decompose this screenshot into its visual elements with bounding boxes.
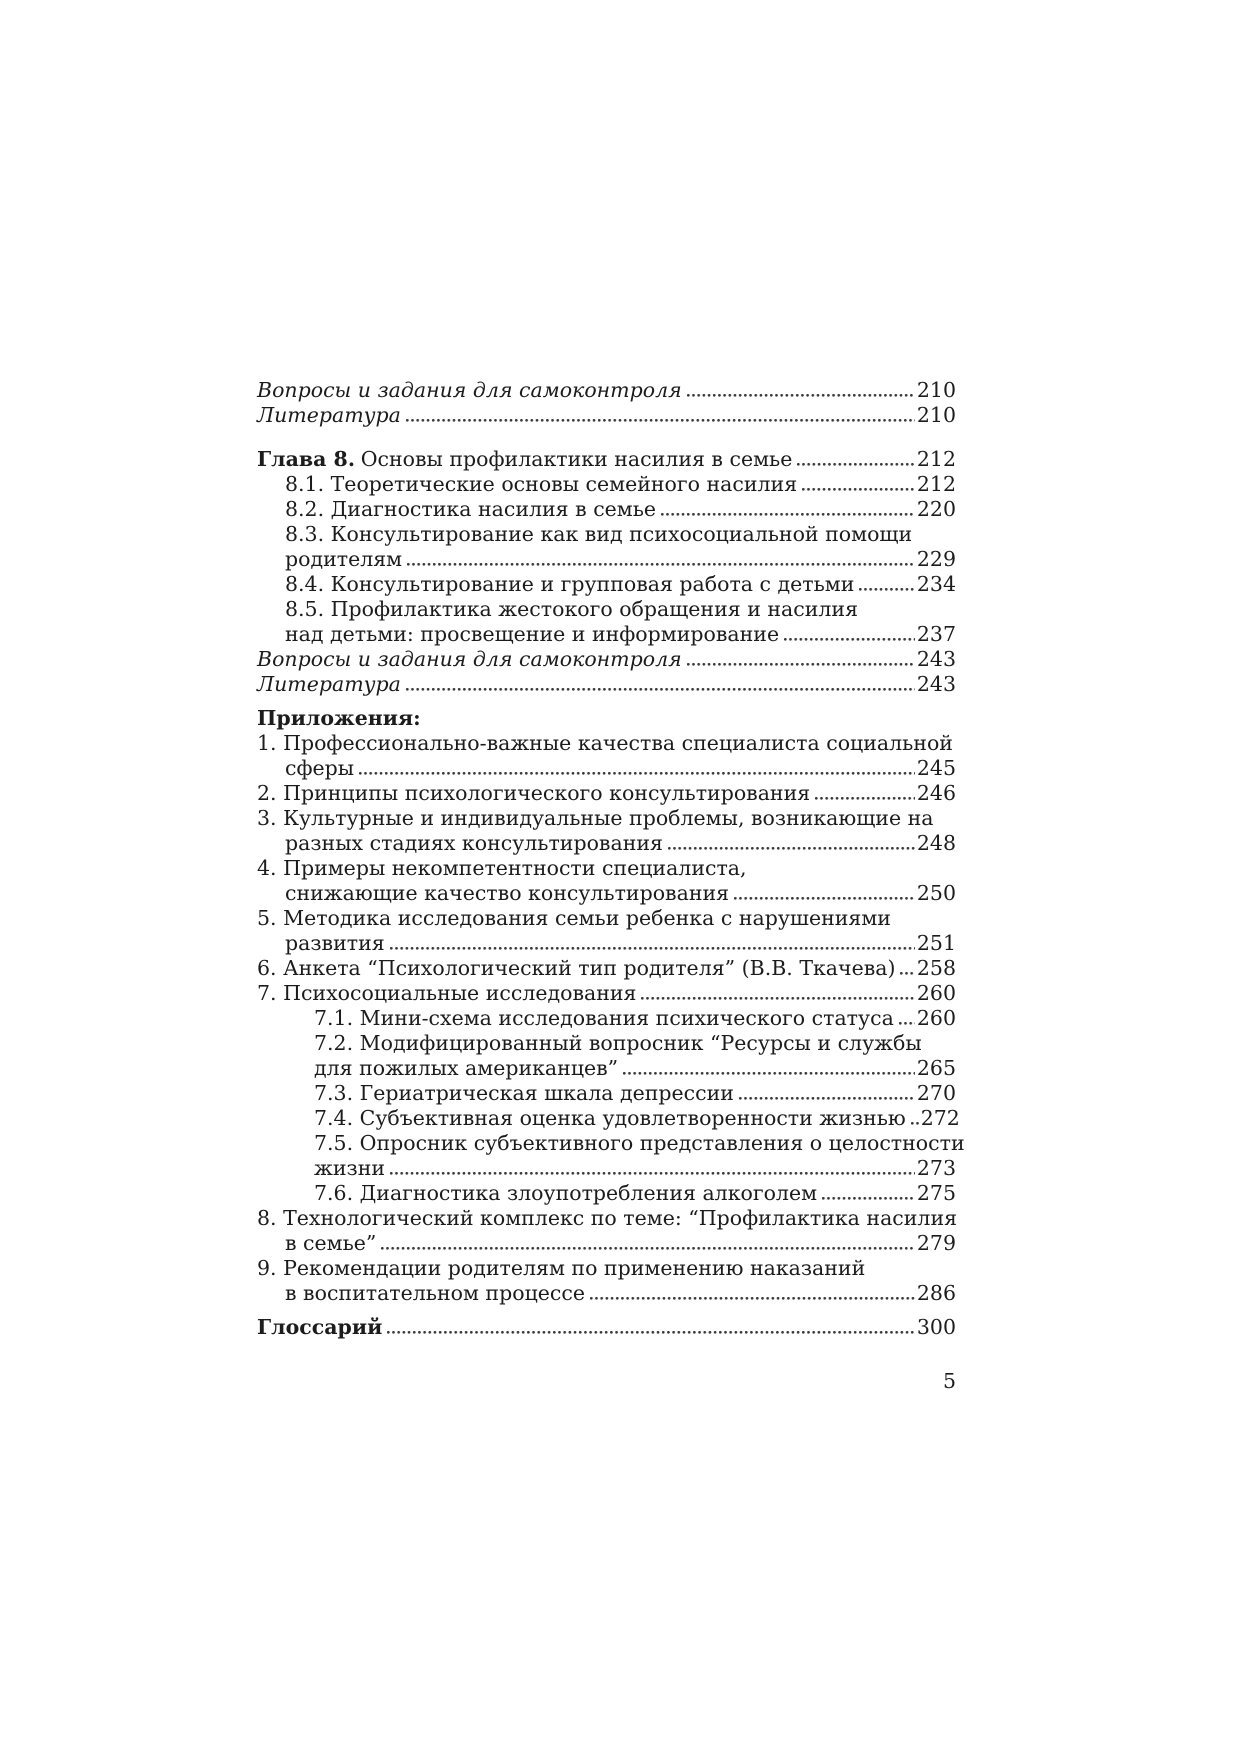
toc-entry-page: 210 — [916, 378, 956, 402]
toc-entry — [257, 1156, 956, 1181]
toc-entry-text: Основы профилактики насилия в семье — [360, 447, 793, 471]
toc-entry-text: 7.4. Субъективная оценка удовлетворенности жизнью — [314, 1106, 906, 1130]
toc-entry-page: 234 — [916, 572, 956, 596]
page-number: 5 — [942, 1369, 956, 1393]
toc-entry — [257, 547, 956, 572]
toc-entry — [257, 672, 956, 697]
toc-entry-page: 237 — [916, 622, 956, 646]
toc-entry — [257, 781, 956, 806]
toc-entry — [257, 1206, 956, 1231]
dot-leader — [381, 1231, 914, 1256]
toc-entry — [257, 378, 956, 403]
toc-entry-text: в воспитательном процессе — [285, 1281, 585, 1305]
toc-entry — [257, 647, 956, 672]
dot-leader — [387, 1315, 915, 1340]
toc-entry — [257, 831, 956, 856]
toc-entry-page: 273 — [916, 1156, 956, 1180]
dot-leader — [797, 447, 915, 472]
toc-entry-page: 260 — [916, 981, 956, 1005]
toc-entry-text: Литература — [257, 672, 401, 696]
toc-entry-text: 7.2. Модифицированный вопросник “Ресурсы и службы — [314, 1031, 922, 1055]
toc-entry — [257, 731, 956, 756]
toc-entry-text: 9. Рекомендации родителям по применению наказаний — [257, 1256, 866, 1280]
toc-entry — [257, 1315, 956, 1340]
toc-entry-text: родителям — [285, 547, 403, 571]
dot-leader — [641, 981, 914, 1006]
toc-entry — [257, 931, 956, 956]
toc-entry-text: Вопросы и задания для самоконтроля — [257, 647, 682, 671]
toc-entry-page: 246 — [916, 781, 956, 805]
toc-entry — [257, 447, 956, 472]
toc-entry-text: развития — [285, 931, 385, 955]
toc-entry — [257, 756, 956, 781]
toc-entry-page: 265 — [916, 1056, 956, 1080]
toc-entry-text: 8.3. Консультирование как вид психосоциальной помощи — [285, 522, 913, 546]
dot-leader — [739, 1081, 915, 1106]
toc-entry — [257, 1256, 956, 1281]
dot-leader — [590, 1281, 915, 1306]
toc-entry-text: жизни — [314, 1156, 386, 1180]
toc-entry-text: 6. Анкета “Психологический тип родителя” (В.В. Ткачева) — [257, 956, 896, 980]
toc-entry-title: Глава 8. — [257, 447, 355, 471]
toc-entry-text: снижающие качество консультирования — [285, 881, 730, 905]
toc-entry-text: 1. Профессионально-важные качества специалиста социальной — [257, 731, 953, 755]
toc-entry — [257, 1231, 956, 1256]
book-page — [257, 378, 965, 1394]
dot-leader — [407, 547, 915, 572]
dot-leader — [911, 1106, 919, 1131]
toc-entry-text: 8. Технологический комплекс по теме: “Профилактика насилия — [257, 1206, 958, 1230]
toc-entry-text: в семье” — [285, 1231, 377, 1255]
toc-entry-page: 212 — [916, 472, 956, 496]
toc-entry-text: 8.1. Теоретические основы семейного насилия — [285, 472, 798, 496]
toc-entry-page: 245 — [916, 756, 956, 780]
dot-leader — [668, 831, 915, 856]
toc-entry-page: 258 — [916, 956, 956, 980]
toc-entry-title: Приложения: — [257, 706, 421, 730]
dot-leader — [822, 1181, 915, 1206]
toc-entry-page: 279 — [916, 1231, 956, 1255]
dot-leader — [359, 756, 915, 781]
toc-entry-page: 260 — [916, 1006, 956, 1030]
toc-entry-text: Литература — [257, 403, 401, 427]
toc-entry — [257, 906, 956, 931]
toc-entry-page: 229 — [916, 547, 956, 571]
toc-entry — [257, 1031, 956, 1056]
dot-leader — [390, 1156, 915, 1181]
toc-entry — [257, 1056, 956, 1081]
toc-entry-page: 270 — [916, 1081, 956, 1105]
toc-entry-page: 220 — [916, 497, 956, 521]
toc-entry-text: 2. Принципы психологического консультирования — [257, 781, 811, 805]
toc-entry-text: 8.5. Профилактика жестокого обращения и насилия — [285, 597, 859, 621]
toc-entry — [257, 981, 956, 1006]
toc-entry-text: над детьми: просвещение и информирование — [285, 622, 780, 646]
toc-entry-page: 210 — [916, 403, 956, 427]
toc-entry-text: для пожилых американцев” — [314, 1056, 619, 1080]
dot-leader — [687, 647, 915, 672]
toc-entry-text: 7.6. Диагностика злоупотребления алкоголем — [314, 1181, 818, 1205]
dot-leader — [802, 472, 915, 497]
toc-entry-page: 212 — [916, 447, 956, 471]
dot-leader — [406, 403, 915, 428]
toc-entry-page: 300 — [916, 1315, 956, 1339]
dot-leader — [734, 881, 915, 906]
toc-entry — [257, 472, 956, 497]
toc-entry-page: 250 — [916, 881, 956, 905]
toc-entry-text: 7.5. Опросник субъективного представления о целостности — [314, 1131, 965, 1155]
dot-leader — [899, 1006, 915, 1031]
dot-leader — [687, 378, 915, 403]
toc-entry — [257, 497, 956, 522]
toc-entry-text: 8.2. Диагностика насилия в семье — [285, 497, 657, 521]
dot-leader — [900, 956, 914, 981]
toc-entry — [257, 1006, 956, 1031]
toc-entry — [257, 856, 956, 881]
toc-entry — [257, 622, 956, 647]
toc-entry — [257, 881, 956, 906]
toc-entry — [257, 706, 956, 731]
toc-entry-page: 286 — [916, 1281, 956, 1305]
toc-entry — [257, 597, 956, 622]
toc-entry — [257, 1181, 956, 1206]
toc-entry-title: Глоссарий — [257, 1315, 383, 1339]
toc-entry-page: 275 — [916, 1181, 956, 1205]
toc-entry-text: 7. Психосоциальные исследования — [257, 981, 637, 1005]
toc-entry — [257, 1081, 956, 1106]
toc-entry-text: 3. Культурные и индивидуальные проблемы, возникающие на — [257, 806, 934, 830]
toc-entry — [257, 1106, 960, 1131]
toc-entry-text: 5. Методика исследования семьи ребенка с нарушениями — [257, 906, 891, 930]
toc-entry — [257, 806, 956, 831]
toc-entry-text: 4. Примеры некомпетентности специалиста, — [257, 856, 747, 880]
dot-leader — [623, 1056, 915, 1081]
toc-entry-text: сферы — [285, 756, 355, 780]
toc-entry-page: 243 — [916, 647, 956, 671]
dot-leader — [390, 931, 915, 956]
dot-leader — [661, 497, 915, 522]
toc-entry-text: 7.3. Гериатрическая шкала депрессии — [314, 1081, 734, 1105]
dot-leader — [406, 672, 915, 697]
toc-entry — [257, 1281, 956, 1306]
toc-entry — [257, 403, 956, 428]
toc-entry — [257, 1131, 965, 1156]
toc-entry-text: Вопросы и задания для самоконтроля — [257, 378, 682, 402]
toc-entry — [257, 956, 956, 981]
dot-leader — [784, 622, 915, 647]
toc-entry — [257, 522, 956, 547]
toc-entry-page: 248 — [916, 831, 956, 855]
toc-entry-text: 7.1. Мини-схема исследования психического статуса — [314, 1006, 894, 1030]
toc-entry-page: 243 — [916, 672, 956, 696]
toc-entry-page: 251 — [916, 931, 956, 955]
toc-entry-page: 272 — [920, 1106, 960, 1130]
toc-entry-text: разных стадиях консультирования — [285, 831, 663, 855]
dot-leader — [859, 572, 914, 597]
toc-entry-text: 8.4. Консультирование и групповая работа с детьми — [285, 572, 855, 596]
toc-list — [257, 378, 965, 1340]
dot-leader — [815, 781, 915, 806]
toc-entry — [257, 572, 956, 597]
